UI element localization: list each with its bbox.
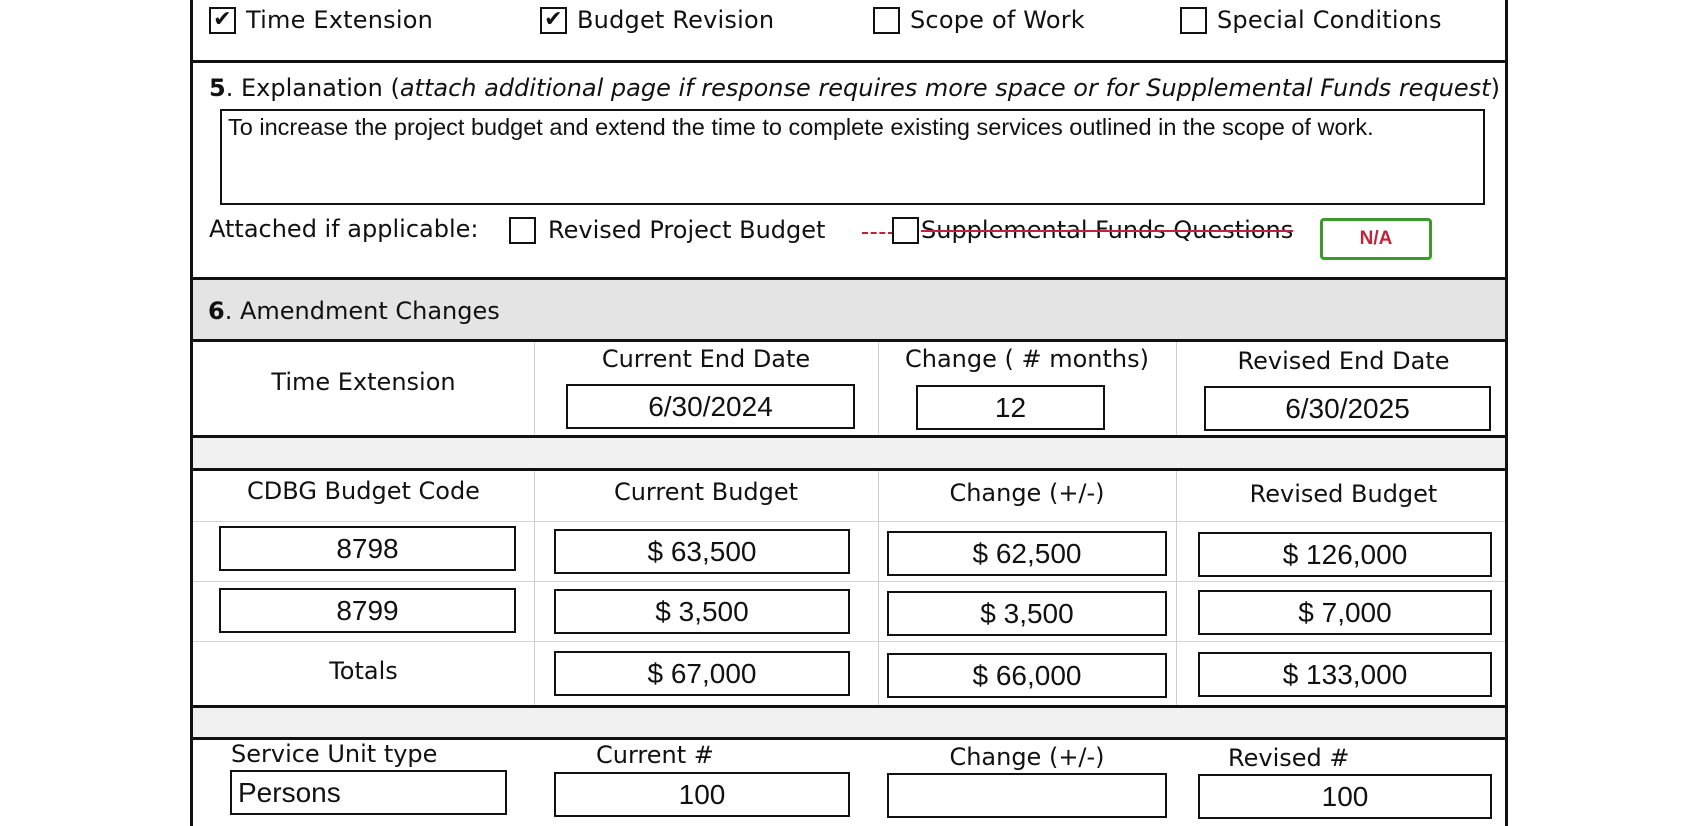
checkbox-budget-revision[interactable]	[540, 6, 774, 34]
change-units-field[interactable]	[887, 773, 1167, 818]
service-unit-type-field[interactable]: Persons	[230, 770, 507, 815]
checkbox-label: Budget Revision	[577, 6, 775, 34]
current-budget-field[interactable]: $ 63,500	[554, 529, 850, 574]
checkbox-box[interactable]	[540, 7, 567, 34]
checkbox-box[interactable]	[873, 7, 900, 34]
column-divider	[878, 342, 879, 740]
current-units-field[interactable]: 100	[554, 772, 850, 817]
row-divider	[193, 641, 1505, 642]
current-budget-field[interactable]: $ 3,500	[554, 589, 850, 634]
divider	[193, 60, 1505, 63]
revised-units-label: Revised #	[1228, 744, 1350, 772]
change-budget-field[interactable]: $ 3,500	[887, 591, 1167, 636]
divider	[193, 339, 1505, 342]
na-annotation: N/A	[1320, 218, 1432, 260]
checkbox-time-extension[interactable]	[209, 6, 433, 34]
amendment-type-row	[193, 0, 1505, 62]
row-divider	[193, 581, 1505, 582]
revised-budget-field[interactable]: $ 7,000	[1198, 590, 1492, 635]
change-budget-label: Change (+/-)	[949, 479, 1105, 507]
strike-mark	[862, 232, 894, 234]
current-end-date-label: Current End Date	[601, 345, 811, 373]
total-current-budget-field[interactable]: $ 67,000	[554, 651, 850, 696]
spacer-strip	[193, 708, 1505, 737]
section6-header	[193, 280, 1505, 340]
checkbox-box[interactable]	[1180, 7, 1207, 34]
revised-end-date-field[interactable]: 6/30/2025	[1204, 386, 1491, 431]
checkbox-box[interactable]	[509, 217, 536, 244]
service-unit-type-label: Service Unit type	[231, 740, 438, 768]
total-change-budget-field[interactable]: $ 66,000	[887, 653, 1167, 698]
revised-end-date-label: Revised End Date	[1237, 347, 1450, 375]
checkbox-box[interactable]	[209, 7, 236, 34]
checkbox-label: Time Extension	[246, 6, 433, 34]
budget-code-label: CDBG Budget Code	[247, 477, 480, 505]
checkbox-label: Supplemental Funds Questions	[921, 216, 1294, 244]
check-icon: ✔	[213, 7, 232, 32]
amendment-form	[190, 0, 1508, 826]
current-units-label: Current #	[596, 741, 714, 769]
section6-title: 6. Amendment Changes	[208, 297, 500, 325]
checkbox-revised-project-budget[interactable]	[509, 216, 825, 244]
current-end-date-field[interactable]: 6/30/2024	[566, 384, 855, 429]
change-budget-field[interactable]: $ 62,500	[887, 531, 1167, 576]
checkbox-supplemental-funds[interactable]	[892, 216, 1293, 244]
totals-label: Totals	[329, 657, 398, 685]
checkbox-label: Revised Project Budget	[548, 216, 826, 244]
current-budget-label: Current Budget	[613, 478, 799, 506]
budget-code-field[interactable]: 8798	[219, 526, 516, 571]
checkbox-special-conditions[interactable]	[1180, 6, 1442, 34]
divider	[193, 468, 1505, 471]
change-units-label: Change (+/-)	[949, 743, 1105, 771]
checkbox-label: Special Conditions	[1217, 6, 1442, 34]
checkbox-scope-of-work[interactable]	[873, 6, 1085, 34]
time-extension-label: Time Extension	[271, 368, 456, 396]
checkbox-label: Scope of Work	[910, 6, 1085, 34]
revised-units-field[interactable]: 100	[1198, 774, 1492, 819]
attached-label: Attached if applicable:	[209, 215, 479, 243]
total-revised-budget-field[interactable]: $ 133,000	[1198, 652, 1492, 697]
revised-budget-label: Revised Budget	[1249, 480, 1438, 508]
change-months-label: Change ( # months)	[904, 345, 1149, 373]
revised-budget-field[interactable]: $ 126,000	[1198, 532, 1492, 577]
budget-code-field[interactable]: 8799	[219, 588, 516, 633]
column-divider	[534, 342, 535, 740]
section5-title: 5. Explanation (attach additional page if response requires more space or for Supplemental Funds request)	[209, 74, 1500, 102]
column-divider	[1176, 342, 1177, 740]
explanation-textarea[interactable]: To increase the project budget and extend the time to complete existing services outlined in the scope of work.	[220, 109, 1485, 205]
spacer-strip	[193, 438, 1505, 468]
check-icon: ✔	[544, 7, 563, 32]
row-divider	[193, 521, 1505, 522]
change-months-field[interactable]: 12	[916, 385, 1105, 430]
checkbox-box[interactable]	[892, 217, 919, 244]
